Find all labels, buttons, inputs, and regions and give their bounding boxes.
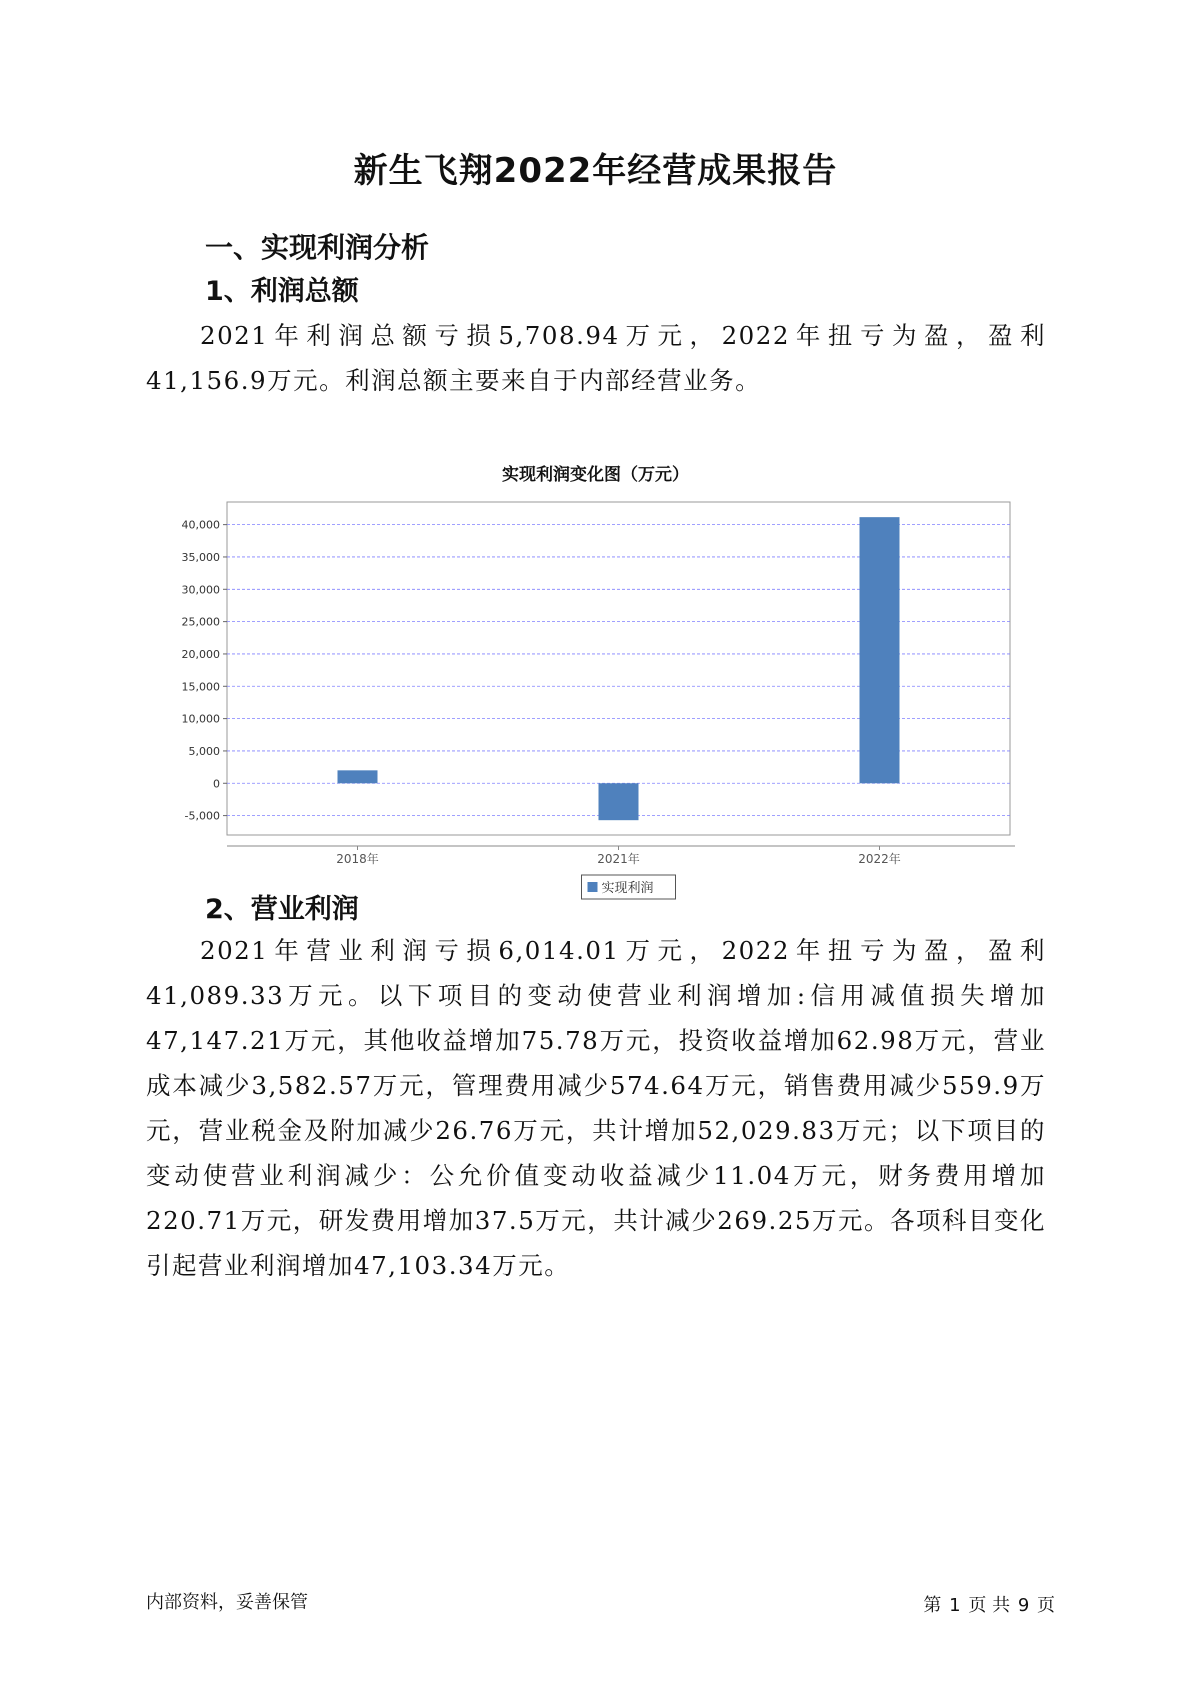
paragraph-operating-profit: 2021年营业利润亏损6,014.01万元，2022年扭亏为盈，盈利41,089.33万元。以下项目的变动使营业利润增加:信用减值损失增加47,147.21万元，其他收益增加75.78万元，投资收益增加62.98万元，营业成本减少3,582.57万元，管理费用减少574.64万元，销售费用减少559.9万元，营业税金及附加减少26.76万元，共计增加52,029.83万元；以下项目的变动使营业利润减少：公允价值变动收益减少11.04万元，财务费用增加220.71万元，研发费用增加37.5万元，共计减少269.25万元。各项科目变化引起营业利润增加47,103.34万元。 xyxy=(146,936,1047,1280)
legend-label: 实现利润 xyxy=(601,881,654,896)
x-tick-label: 2022年 xyxy=(858,852,901,866)
page-number: 1 xyxy=(949,1595,961,1616)
x-tick-label: 2018年 xyxy=(336,852,379,866)
y-tick-label: 40,000 xyxy=(181,518,220,532)
y-tick-label: 20,000 xyxy=(181,647,220,661)
page-mid: 页 共 xyxy=(968,1595,1011,1616)
subheading-operating-profit: 2、营业利润 xyxy=(205,894,359,925)
y-tick-label: 10,000 xyxy=(181,712,220,726)
legend-swatch xyxy=(588,882,598,892)
paragraph-total-profit: 2021年利润总额亏损5,708.94万元，2022年扭亏为盈，盈利41,156.9万元。利润总额主要来自于内部经营业务。 xyxy=(146,321,1046,395)
y-tick-label: 5,000 xyxy=(188,744,220,758)
y-tick-label: 30,000 xyxy=(181,583,220,597)
bar-2018年 xyxy=(338,770,378,783)
page-suffix: 页 xyxy=(1037,1595,1055,1616)
bar-2022年 xyxy=(860,517,900,783)
report-title: 新生飞翔2022年经营成果报告 xyxy=(353,151,838,191)
y-tick-label: 35,000 xyxy=(181,550,220,564)
page-prefix: 第 xyxy=(923,1595,942,1616)
y-tick-label: 15,000 xyxy=(181,680,220,694)
y-tick-label: 0 xyxy=(213,777,220,791)
profit-bar-chart xyxy=(150,490,1050,896)
footer-confidential-note: 内部资料，妥善保管 xyxy=(146,1592,308,1613)
subheading-total-profit: 1、利润总额 xyxy=(205,276,359,307)
page-total: 9 xyxy=(1017,1595,1030,1616)
section-heading-profit-analysis: 一、实现利润分析 xyxy=(205,231,430,264)
y-tick-label: 25,000 xyxy=(181,615,220,629)
x-tick-label: 2021年 xyxy=(597,852,640,866)
footer-page-info xyxy=(922,1591,1056,1617)
chart-title: 实现利润变化图（万元） xyxy=(502,465,689,485)
y-tick-label: -5,000 xyxy=(184,809,220,823)
bar-2021年 xyxy=(599,783,639,820)
